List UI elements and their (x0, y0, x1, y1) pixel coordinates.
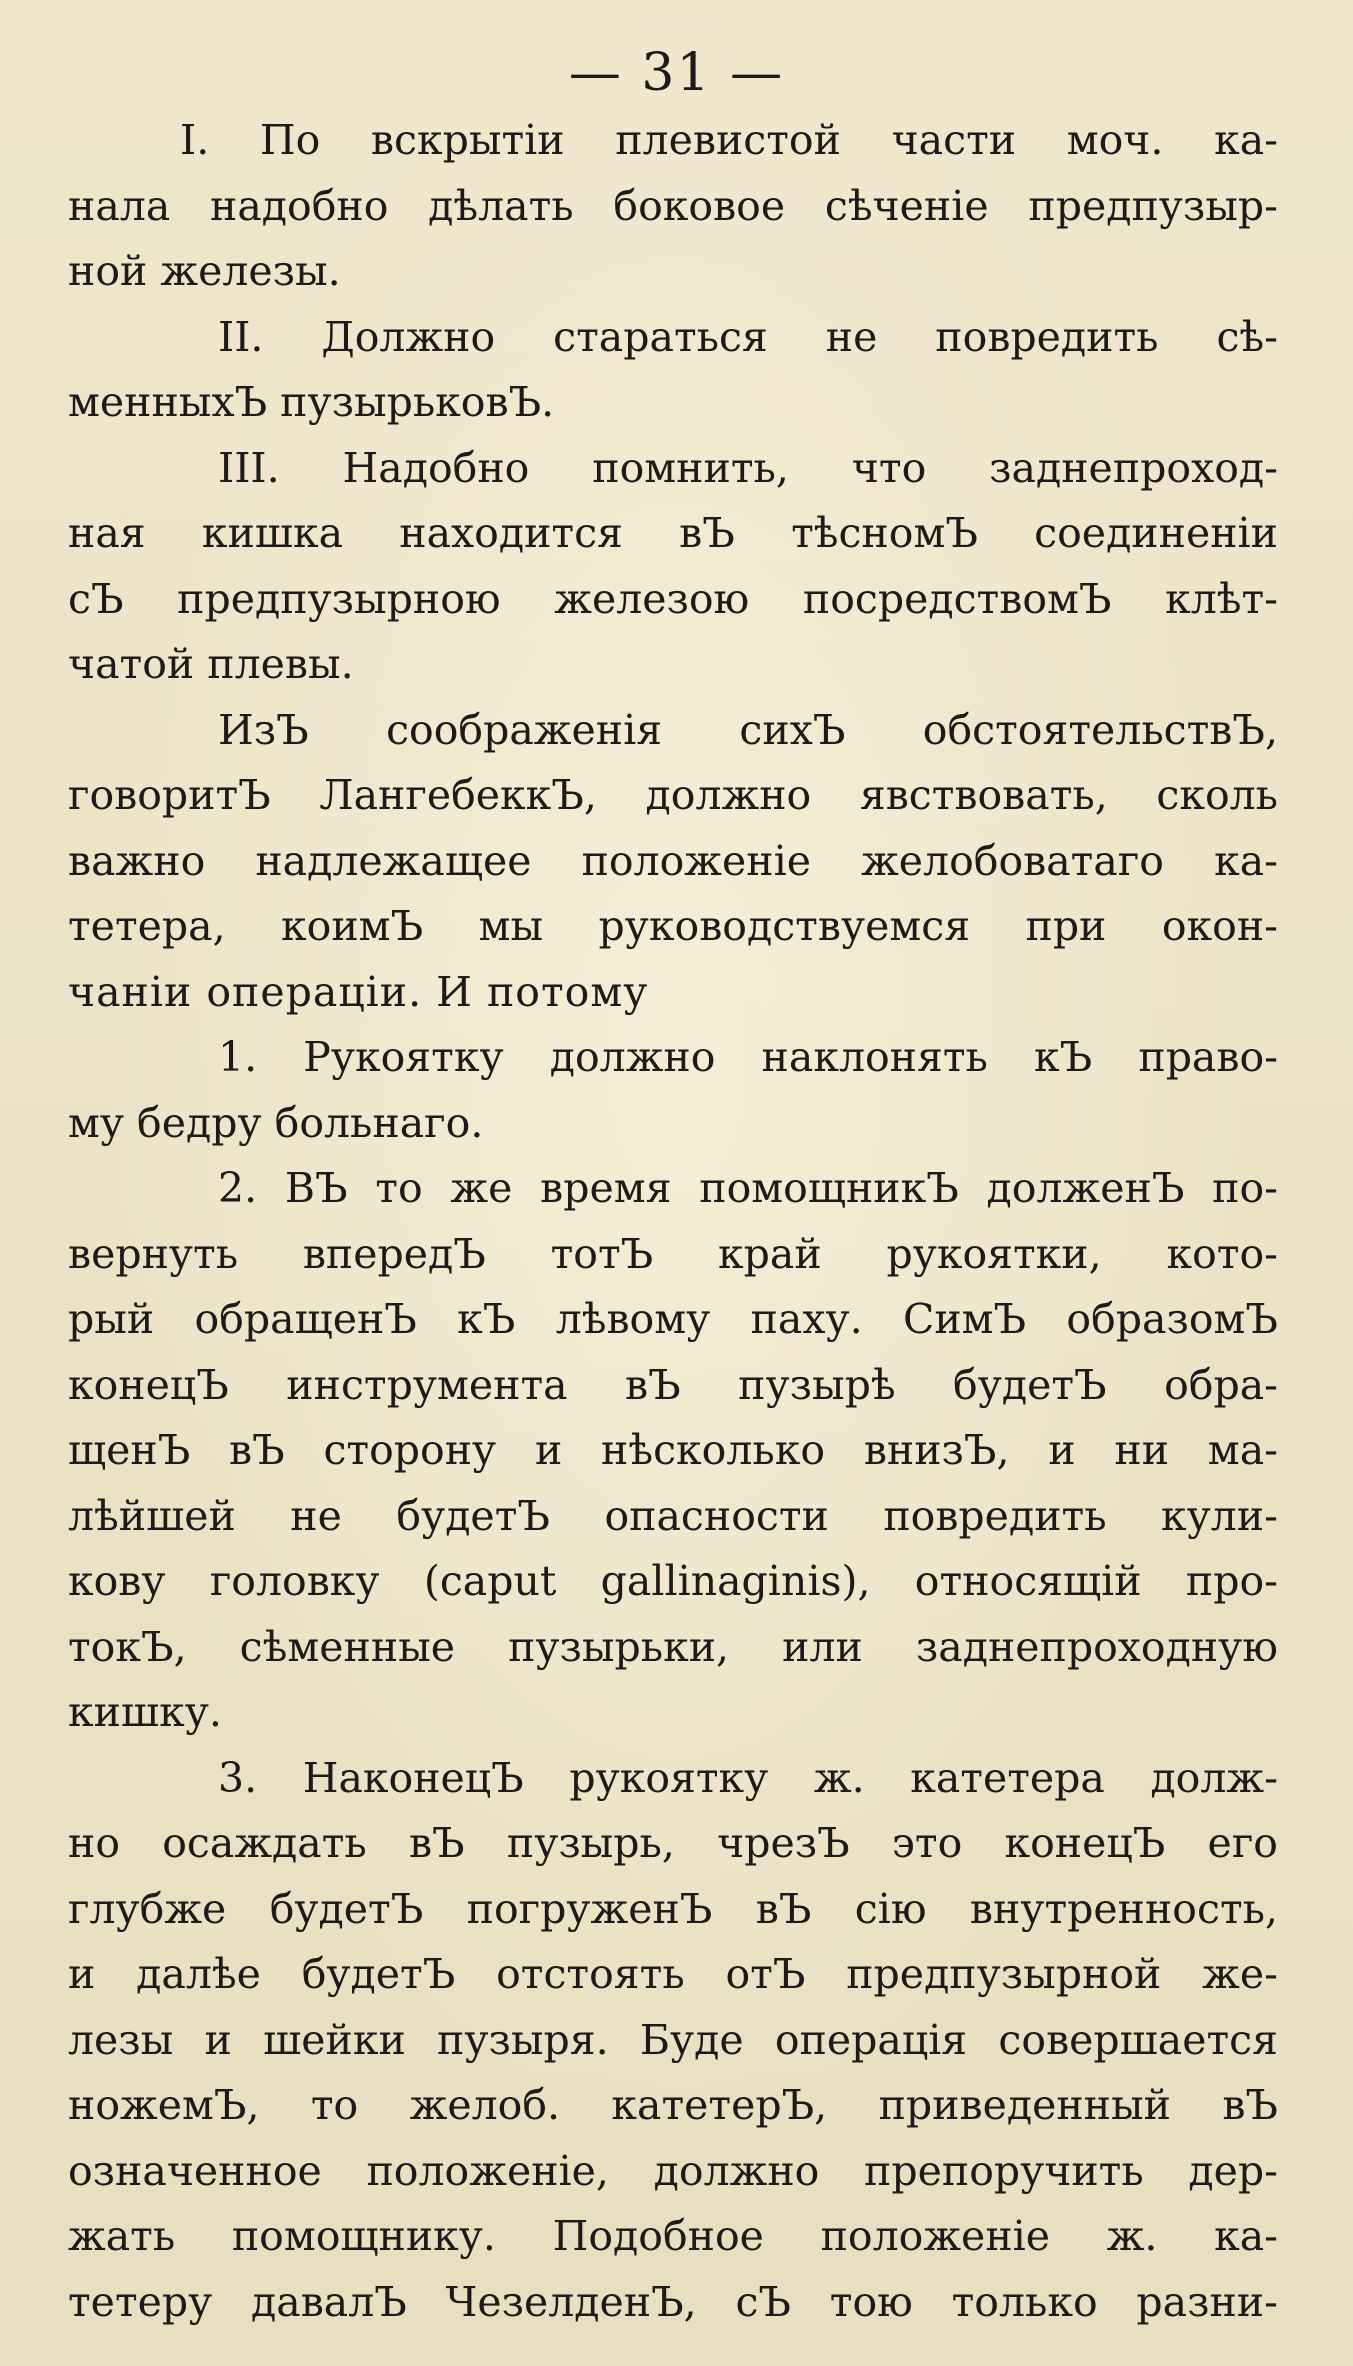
text-line: кову головку (caput gallinaginis), относящій про- (68, 1557, 1278, 1605)
text-line: III. Надобно помнить, что заднепроход- (218, 443, 1278, 492)
text-line: 3. НаконецЪ рукоятку ж. катетера долж- (218, 1753, 1278, 1802)
text-line: 1. Рукоятку должно наклонять кЪ право- (218, 1033, 1278, 1081)
text-line: ная кишка находится вЪ тѣсномЪ соединеніи (68, 509, 1278, 557)
page-number: — 31 — (568, 43, 785, 103)
text-line: щенЪ вЪ сторону и нѣсколько внизЪ, и ни ма- (68, 1426, 1278, 1474)
text-line: вернуть впередЪ тотЪ край рукоятки, кото- (68, 1229, 1278, 1278)
text-line: ножемЪ, то желоб. катетерЪ, приведенный вЪ (68, 2081, 1278, 2129)
text-line: сЪ предпузырною железою посредствомЪ клѣт- (68, 574, 1278, 623)
body-text (68, 108, 1278, 2335)
text-line: нала надобно дѣлать боковое сѣченіе предпузыр- (68, 181, 1278, 230)
text-line: му бедру больнаго. (68, 1098, 484, 1147)
text-line: тетеру давалЪ ЧезелденЪ, сЪ тою только разни- (68, 2277, 1278, 2326)
text-line: конецЪ инструмента вЪ пузырѣ будетЪ обра- (68, 1360, 1278, 1409)
text-line: важно надлежащее положеніе желобоватаго ка- (68, 836, 1278, 885)
text-line: рый обращенЪ кЪ лѣвому паху. СимЪ образомЪ (68, 1295, 1278, 1343)
text-line: токЪ, сѣменные пузырьки, или заднепроходную (68, 1622, 1278, 1671)
text-line: ИзЪ соображенія сихЪ обстоятельствЪ, (218, 705, 1278, 754)
text-line: менныхЪ пузырьковЪ. (68, 378, 555, 426)
text-line: 2. ВЪ то же время помощникЪ долженЪ по- (218, 1164, 1278, 1212)
text-line: жать помощнику. Подобное положеніе ж. ка- (68, 2212, 1278, 2260)
text-line: означенное положеніе, должно препоручить дер- (68, 2146, 1278, 2195)
text-line: чаніи операціи. И потому (68, 967, 649, 1016)
text-line: глубже будетЪ погруженЪ вЪ сію внутренность, (68, 1884, 1278, 1933)
text-line: говоритЪ ЛангебеккЪ, должно явствовать, сколь (68, 771, 1278, 819)
text-line: ной железы. (68, 247, 341, 295)
text-line: чатой плевы. (68, 640, 354, 688)
text-line: тетера, коимЪ мы руководствуемся при окон- (68, 902, 1278, 950)
text-line: кишку. (68, 1688, 222, 1736)
text-line: и далѣе будетЪ отстоять отЪ предпузырной же- (68, 1950, 1278, 1998)
text-line: но осаждать вЪ пузырь, чрезЪ это конецЪ его (68, 1819, 1278, 1867)
text-line: I. По вскрытіи плевистой части моч. ка- (180, 116, 1278, 164)
text-line: лезы и шейки пузыря. Буде операція совершается (68, 2015, 1278, 2064)
text-line: II. Должно стараться не повредить сѣ- (218, 312, 1278, 361)
text-line: лѣйшей не будетЪ опасности повредить кули- (68, 1491, 1278, 1540)
